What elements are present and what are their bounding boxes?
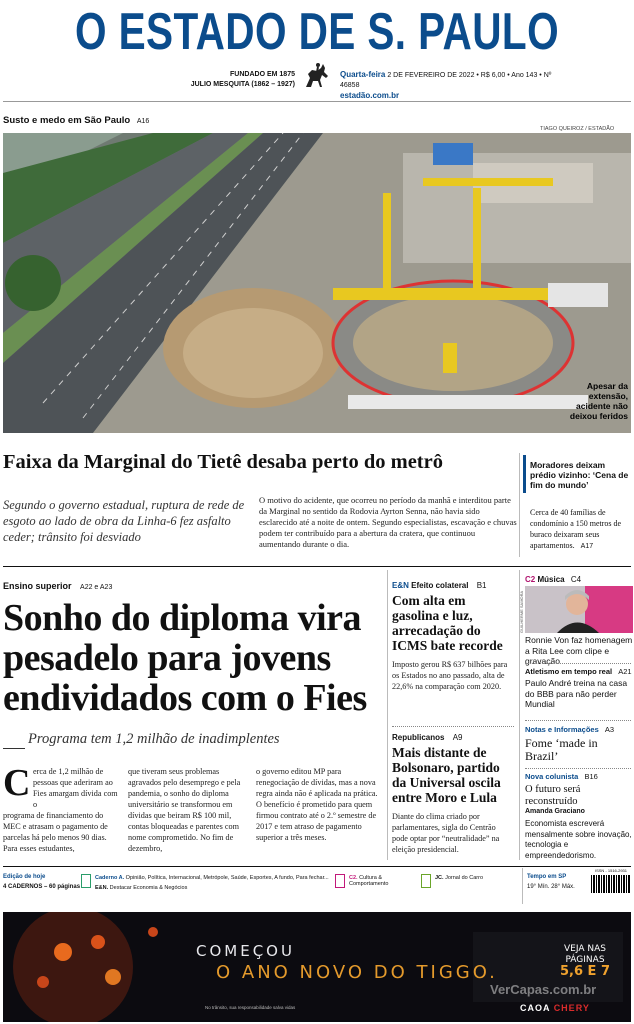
c2-section xyxy=(349,875,419,887)
side-body-text: Cerca de 40 famílias de condomínio a 150 metros de buraco deixaram seus apartamentos. xyxy=(530,508,622,550)
jc-section xyxy=(435,875,483,881)
ad-pages-label: VEJA NAS PÁGINAS xyxy=(564,944,606,965)
noticias-headline[interactable]: Fome ‘made in Brazil’ xyxy=(525,736,598,763)
newspaper-title: O ESTADO DE S. PAULO xyxy=(74,3,560,61)
atletismo-kicker xyxy=(525,667,632,676)
photo-credit: TIAGO QUEIROZ / ESTADÃO xyxy=(540,126,615,132)
ad-fine-print: No trânsito, sua responsabilidade salva vidas xyxy=(205,1005,296,1010)
barcode xyxy=(591,868,631,893)
weather-label: Tempo em SP xyxy=(527,874,567,880)
photo-kicker-text: Susto e medo em São Paulo xyxy=(3,115,131,126)
noticias-kicker-text: Notas e Informações xyxy=(525,725,599,734)
republicanos-body: Diante do clima criado por parlamentares, sigla do Centrão pode optar por “neutralidade” na eleição presidencial. xyxy=(392,812,500,854)
weather-values: 19° Mín. 28° Máx. xyxy=(527,884,575,890)
fies-headline[interactable]: Sonho do diploma vira pesadelo para jovens endividados com o Fies xyxy=(3,597,367,719)
noticias-kicker xyxy=(525,725,614,734)
side-body xyxy=(530,507,633,552)
republicanos-headline[interactable]: Mais distante de Bolsonaro, partido da Universal oscila entre Moro e Lula xyxy=(392,745,501,805)
ad-brand-logo xyxy=(520,1003,590,1013)
column-rule xyxy=(522,868,523,904)
watermark: VerCapas.com.br xyxy=(490,982,597,997)
divider xyxy=(525,663,631,664)
lead-body: O motivo do acidente, que ocorreu no período da manhã e interditou parte da Marginal no sentido da Rodovia Ayrton Senna, não havia sido esclarecido até a noite de ontem. Segundo especialistas, escavação e chuvas podem ter contribuído para a abertura da cratera, que continuou aumentando durante o dia. xyxy=(259,495,517,549)
colunista-kicker-text: Nova colunista xyxy=(525,772,579,781)
ad-brand-a: CAOA xyxy=(520,1003,551,1013)
atletismo-body[interactable]: Paulo André treina na casa do BBB para não perder Mundial xyxy=(525,678,628,709)
caderno-a xyxy=(95,875,335,881)
economia-kicker xyxy=(392,581,487,590)
masthead-rule xyxy=(3,101,631,102)
side-page-ref: A17 xyxy=(580,543,594,550)
side-accent-bar xyxy=(523,455,526,493)
edition-footer xyxy=(3,868,631,906)
jc-icon xyxy=(421,874,431,888)
c2-desc: Cultura & Comportamento xyxy=(349,875,389,887)
section-rule xyxy=(3,566,631,567)
divider xyxy=(525,720,631,721)
caderno-a-desc: Opinião, Política, Internacional, Metrópole, Saúde, Esportes, A fundo, Para fechar... xyxy=(125,875,329,881)
c2-icon xyxy=(335,874,345,888)
economia-kicker-text: Efeito colateral xyxy=(411,581,469,590)
noticias-page-ref: A3 xyxy=(604,725,615,734)
fies-kicker-text: Ensino superior xyxy=(3,581,72,591)
colunista-headline[interactable]: O futuro será reconstruído xyxy=(525,784,581,807)
column-rule xyxy=(387,570,388,860)
fies-dropcap: C xyxy=(3,762,31,804)
jc-desc: Jornal do Carro xyxy=(445,875,484,881)
musica-kicker-text: Música xyxy=(537,575,565,584)
founded-label: FUNDADO EM 1875 xyxy=(230,71,295,78)
edition-value: 4 CADERNOS – 60 páginas xyxy=(3,884,81,890)
weekday: Quarta-feira xyxy=(340,70,386,79)
ad-line-1: COMEÇOU xyxy=(196,942,295,960)
fies-column-2: que tiveram seus problemas agravados pelo desemprego e pela pandemia, o sonho do diploma universitário se transformou em dívidas que beiram R$ 100 mil, contas bloqueadas e parentes com nome comprometido. No fim de dezembro, xyxy=(128,767,241,853)
fies-page-ref: A22 e A23 xyxy=(80,584,113,591)
divider xyxy=(525,768,631,769)
barcode-icon xyxy=(591,875,631,893)
ad-pages-nums: 5,6 E 7 xyxy=(559,964,610,979)
caderno-a-icon xyxy=(81,874,91,888)
republicanos-page-ref: A9 xyxy=(452,733,463,742)
musica-page-ref: C4 xyxy=(570,575,582,584)
economia-headline[interactable]: Com alta em gasolina e luz, arrecadação do ICMS bate recorde xyxy=(392,593,503,653)
date-line: 2 DE FEVEREIRO DE 2022 • R$ 6,00 • Ano 143 • Nº 46858 xyxy=(340,72,552,89)
fies-column-1-cont: programa de financiamento do MEC e atrasam o pagamento de parcelas há pelo menos 90 dias. Para esses estudantes, xyxy=(3,811,108,853)
musica-photo-credit: GUILHERME SAMORA xyxy=(519,590,524,633)
en-label: E&N. xyxy=(95,885,109,891)
fies-kicker xyxy=(3,581,112,591)
economia-tag: E&N xyxy=(392,581,409,590)
fies-deck: Programa tem 1,2 milhão de inadimplentes xyxy=(28,731,280,747)
photo-page-ref: A16 xyxy=(136,118,150,125)
footer-rule xyxy=(3,866,631,867)
economia-page-ref: B1 xyxy=(476,581,487,590)
lead-deck: Segundo o governo estadual, ruptura de rede de esgoto ao lado de obra da Linha-6 fez asfalto ceder; trânsito foi desviado xyxy=(3,498,245,544)
musica-kicker xyxy=(525,575,581,584)
deck-dash xyxy=(3,748,25,749)
en-section xyxy=(95,885,187,891)
ad-line-2: O ANO NOVO DO TIGGO. xyxy=(216,962,498,983)
column-rule xyxy=(519,453,520,557)
edition-label: Edição de hoje xyxy=(3,874,46,880)
divider xyxy=(392,726,514,727)
atletismo-page-ref: A21 xyxy=(618,667,632,676)
photo-caption: Apesar da extensão, acidente não deixou feridos xyxy=(569,381,628,421)
masthead xyxy=(0,0,634,100)
lead-headline[interactable]: Faixa da Marginal do Tietê desaba perto do metrô xyxy=(3,451,443,473)
atletismo-kicker-text: Atletismo em tempo real xyxy=(525,667,613,676)
edition-info xyxy=(340,70,560,101)
site-link[interactable]: estadão.com.br xyxy=(340,91,400,100)
ad-brand-b: CHERY xyxy=(553,1003,590,1013)
ad-pages xyxy=(545,944,625,977)
economia-body: Imposto gerou R$ 637 bilhões para os Estados no ano passado, alta de 22,6% na comparação com 2020. xyxy=(392,660,508,691)
colunista-body: Economista escreverá mensalmente sobre inovação, tecnologia e empreendedorismo. xyxy=(525,819,632,860)
caderno-a-label: Caderno A. xyxy=(95,875,125,881)
fies-column-1: erca de 1,2 milhão de pessoas que aderiram ao Fies amargam dívida com o xyxy=(33,767,118,809)
ronnie-von-photo xyxy=(525,586,633,633)
republicanos-kicker-text: Republicanos xyxy=(392,733,445,742)
c2-label: C2. xyxy=(349,875,358,881)
jc-label: JC. xyxy=(435,875,444,881)
lead-photo xyxy=(3,133,631,433)
republicanos-kicker xyxy=(392,733,462,742)
founder-label: JULIO MESQUITA (1862 – 1927) xyxy=(190,81,295,88)
musica-headline[interactable]: Ronnie Von faz homenagem a Rita Lee com clipe e gravação xyxy=(525,635,633,666)
colunista-page-ref: B16 xyxy=(584,772,598,781)
photo-kicker xyxy=(3,115,149,126)
colunista-kicker xyxy=(525,772,598,781)
horse-rider-logo-icon xyxy=(302,60,332,90)
founding-info xyxy=(160,70,295,90)
side-headline[interactable]: Moradores deixam prédio vizinho: ‘Cena de fim do mundo’ xyxy=(530,460,629,490)
en-desc: Destacar Economia & Negócios xyxy=(109,885,188,891)
colunista-author: Amanda Graciano xyxy=(525,808,585,815)
c2-section-tag: C2 xyxy=(525,575,536,584)
issn-label: ISSN - 1516-2931 xyxy=(594,868,628,873)
fies-column-3: o governo editou MP para renegociação de dívidas, mas a nova regra ainda não é aplicada na prática. O benefício é prometido para quem firmou contrato até o 2.º semestre de 2017 e tem atraso de pagamento superior a três meses. xyxy=(256,767,378,842)
